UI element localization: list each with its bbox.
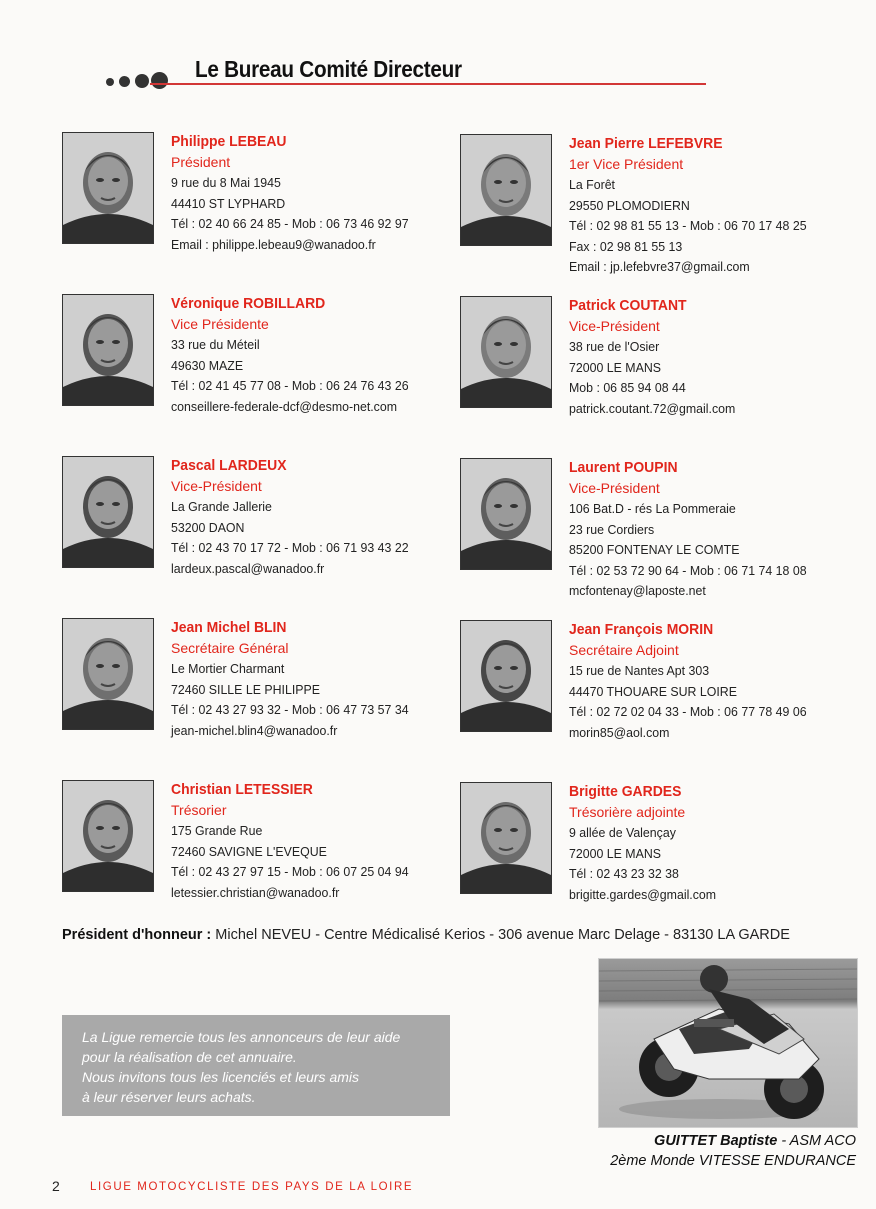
member-contact-line: 44410 ST LYPHARD [171,195,286,211]
member-contact-line: Mob : 06 85 94 08 44 [569,380,686,395]
member-name: Christian LETESSIER [171,781,313,798]
member-role: Vice-Président [171,478,262,494]
member-photo [62,780,154,892]
member-contact-line: 23 rue Cordiers [569,521,655,537]
member-name: Jean Pierre LEFEBVRE [569,135,723,152]
member-role: Trésorier [171,802,227,818]
member-name: Véronique ROBILLARD [171,295,326,312]
member-role: Vice-Président [569,318,660,334]
member-contact-line: Tél : 02 43 23 32 38 [569,866,679,881]
member-name: Philippe LEBEAU [171,133,287,150]
member-contact-line: Tél : 02 41 45 77 08 - Mob : 06 24 76 43 26 [171,378,409,393]
rider-name: GUITTET Baptiste [654,1133,778,1149]
member-email[interactable]: Email : philippe.lebeau9@wanadoo.fr [171,236,376,252]
rider-club: - ASM ACO [777,1133,856,1149]
member-role: Trésorière adjointe [569,804,686,820]
member-contact-line: Tél : 02 40 66 24 85 - Mob : 06 73 46 92 97 [171,216,409,231]
member-email[interactable]: morin85@aol.com [569,724,670,740]
member-name: Jean François MORIN [569,621,714,638]
member-info [569,620,859,743]
honorary-president-label: Président d'honneur : [62,927,212,943]
member-contact-line: 38 rue de l'Osier [569,339,660,354]
member-name: Patrick COUTANT [569,297,687,314]
member-contact-line: 29550 PLOMODIERN [569,197,690,213]
member-card [62,132,452,282]
notice-line: La Ligue remercie tous les annonceurs de leur aide [82,1029,401,1045]
member-contact-line: 53200 DAON [171,519,245,535]
title-underline [150,83,706,85]
member-photo [62,132,154,244]
member-name: Jean Michel BLIN [171,619,287,636]
member-card [62,294,452,444]
motorcycle-photo [598,958,858,1128]
member-contact-line: Le Mortier Charmant [171,661,285,676]
member-email[interactable]: letessier.christian@wanadoo.fr [171,884,340,900]
member-card [62,456,452,606]
member-card [460,134,850,284]
member-contact-line: Tél : 02 43 27 93 32 - Mob : 06 47 73 57 34 [171,702,409,717]
member-contact-line: 72000 LE MANS [569,845,662,861]
member-email[interactable]: Email : jp.lefebvre37@gmail.com [569,259,750,274]
member-info [171,294,461,417]
member-photo [62,294,154,406]
member-contact-line: 49630 MAZE [171,357,244,373]
member-contact-line: 15 rue de Nantes Apt 303 [569,663,710,678]
member-photo [460,458,552,570]
member-contact-line: 44470 THOUARE SUR LOIRE [569,683,737,699]
member-info [171,780,461,903]
member-card [460,458,850,608]
member-role: Vice-Président [569,480,660,496]
member-info [171,618,461,741]
member-info [171,132,461,255]
honorary-president-value: Michel NEVEU - Centre Médicalisé Kerios - 306 avenue Marc Delage - 83130 LA GARDE [215,927,790,943]
member-photo [460,134,552,246]
member-contact-line: Tél : 02 53 72 90 64 - Mob : 06 71 74 18 08 [569,562,807,578]
notice-line: pour la réalisation de cet annuaire. [82,1049,297,1065]
member-contact-line: 175 Grande Rue [171,823,263,838]
member-email[interactable]: patrick.coutant.72@gmail.com [569,400,736,416]
member-name: Laurent POUPIN [569,459,678,476]
member-info [569,782,859,905]
member-photo [460,620,552,732]
member-photo [460,782,552,894]
member-info [569,296,859,419]
member-contact-line: Tél : 02 72 02 04 33 - Mob : 06 77 78 49 06 [569,704,807,719]
member-contact-line: Tél : 02 43 27 97 15 - Mob : 06 07 25 04 94 [171,864,409,879]
member-contact-line: 9 rue du 8 Mai 1945 [171,175,281,190]
member-role: Secrétaire Adjoint [569,642,679,658]
member-info [171,456,461,579]
member-email[interactable]: conseillere-federale-dcf@desmo-net.com [171,398,398,414]
member-role: Secrétaire Général [171,640,289,656]
member-card [460,620,850,770]
member-contact-line: 9 allée de Valençay [569,825,676,840]
member-contact-line: La Forêt [569,177,616,192]
thanks-notice [62,1015,450,1116]
notice-line: à leur réserver leurs achats. [82,1089,256,1105]
photo-caption-title: 2ème Monde VITESSE ENDURANCE [610,1153,856,1169]
member-photo [62,618,154,730]
page-number: 2 [52,1178,60,1194]
member-card [460,296,850,446]
member-info [569,458,859,602]
member-role: 1er Vice Président [569,156,684,172]
member-name: Brigitte GARDES [569,783,682,800]
honorary-president [62,927,790,943]
member-info [569,134,859,278]
member-contact-line: 72460 SILLE LE PHILIPPE [171,681,320,697]
member-contact-line: 33 rue du Méteil [171,337,260,352]
photo-caption-name [654,1133,856,1149]
member-card [62,618,452,768]
member-photo [62,456,154,568]
member-contact-line: 85200 FONTENAY LE COMTE [569,542,740,557]
footer-text: LIGUE MOTOCYCLISTE DES PAYS DE LA LOIRE [90,1181,414,1193]
member-contact-line: 72460 SAVIGNE L'EVEQUE [171,843,327,859]
member-email[interactable]: lardeux.pascal@wanadoo.fr [171,560,325,576]
member-contact-line: Tél : 02 43 70 17 72 - Mob : 06 71 93 43 22 [171,540,409,555]
member-email[interactable]: brigitte.gardes@gmail.com [569,886,717,902]
member-card [460,782,850,932]
member-email[interactable]: jean-michel.blin4@wanadoo.fr [171,722,338,738]
member-contact-line: 72000 LE MANS [569,359,662,375]
member-contact-line: La Grande Jallerie [171,499,272,514]
member-contact-line: Tél : 02 98 81 55 13 - Mob : 06 70 17 48 25 [569,218,807,233]
member-contact-line: Fax : 02 98 81 55 13 [569,238,683,254]
title-bullet-dots [106,71,168,93]
member-photo [460,296,552,408]
member-email[interactable]: mcfontenay@laposte.net [569,583,706,598]
member-name: Pascal LARDEUX [171,457,287,474]
member-role: Vice Présidente [171,316,269,332]
page-title: Le Bureau Comité Directeur [195,56,462,82]
member-role: Président [171,154,231,170]
member-contact-line: 106 Bat.D - rés La Pommeraie [569,501,736,516]
notice-line: Nous invitons tous les licenciés et leurs amis [82,1069,360,1085]
member-card [62,780,452,930]
